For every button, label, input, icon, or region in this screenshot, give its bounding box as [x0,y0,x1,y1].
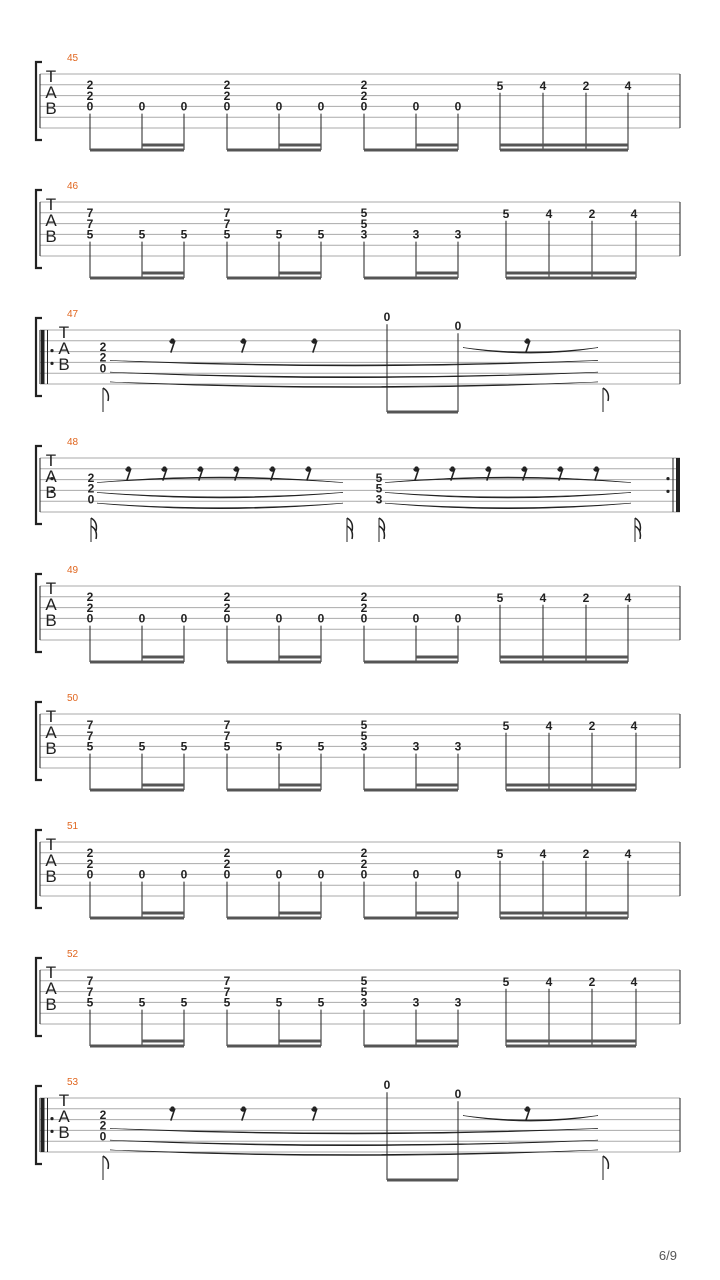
fret-number: 5 [86,739,94,754]
fret-number: 0 [383,1078,391,1093]
note-flag [379,526,384,539]
fret-number: 4 [630,718,638,733]
fret-number: 3 [454,227,462,242]
fret-number: 0 [275,99,283,114]
fret-number: 3 [360,995,368,1010]
fret-number: 2 [223,78,231,92]
fret-number: 5 [138,995,146,1010]
eighth-rest-dot [312,338,316,342]
fret-number: 4 [539,846,547,861]
fret-number: 7 [223,718,231,732]
tab-system [36,693,680,790]
eighth-rest-dot [312,1106,316,1110]
fret-number: 0 [86,611,94,626]
fret-number: 0 [383,310,391,325]
fret-number: 0 [180,867,188,882]
fret-number: 5 [375,481,383,496]
tab-clef-letter: T [58,323,70,342]
tab-clef-letter: T [45,835,57,854]
fret-number: 2 [86,600,94,615]
tie-arc [97,492,343,498]
fret-number: 5 [275,227,283,242]
fret-number: 0 [86,867,94,882]
fret-number: 2 [87,481,95,496]
eighth-rest-dot [170,1106,174,1110]
tab-clef-letter: B [45,483,57,502]
eighth-rest-dot [198,466,202,470]
fret-number: 2 [99,1118,107,1133]
fret-number: 5 [275,739,283,754]
fret-number: 2 [99,339,107,354]
tab-clef-letter: A [45,595,57,614]
fret-number: 5 [502,974,510,989]
fret-number: 0 [138,867,146,882]
fret-number: 4 [624,590,632,605]
fret-number: 5 [496,590,504,605]
fret-number: 0 [138,611,146,626]
fret-number: 2 [582,590,590,605]
eighth-rest-dot [234,466,238,470]
repeat-dot [666,490,669,493]
tie-arc [463,1116,598,1122]
fret-number: 5 [502,206,510,221]
fret-number: 5 [317,995,325,1010]
fret-number: 0 [454,611,462,626]
tab-system [36,565,680,662]
note-flag [103,388,108,401]
fret-number: 5 [138,739,146,754]
fret-number: 0 [317,611,325,626]
fret-number: 2 [360,88,368,103]
eighth-rest-dot [486,466,490,470]
fret-number: 5 [223,739,231,754]
eighth-rest-dot [241,338,245,342]
fret-number: 7 [223,216,231,231]
note-flag [603,1156,608,1169]
fret-number: 5 [360,206,368,220]
tie-arc [110,1150,598,1156]
tab-system [36,437,680,542]
fret-number: 3 [360,227,368,242]
fret-number: 2 [223,600,231,615]
fret-number: 2 [86,856,94,871]
eighth-rest-dot [162,466,166,470]
eighth-rest-dot [270,466,274,470]
eighth-rest-dot [241,1106,245,1110]
eighth-rest-dot [170,338,174,342]
repeat-dot [666,477,669,480]
tab-clef-letter: A [45,723,57,742]
fret-number: 0 [360,867,368,882]
fret-number: 2 [588,718,596,733]
fret-number: 5 [86,995,94,1010]
fret-number: 3 [412,739,420,754]
fret-number: 7 [86,974,94,988]
fret-number: 4 [630,206,638,221]
repeat-thick-bar [41,330,45,384]
fret-number: 2 [582,78,590,93]
fret-number: 2 [86,88,94,103]
measure-number: 52 [67,949,79,960]
fret-number: 4 [539,590,547,605]
measure-number: 53 [67,1077,79,1088]
measure-number: 48 [67,437,79,448]
fret-number: 0 [360,99,368,114]
repeat-dot [50,1117,53,1120]
repeat-thick-bar [676,458,680,512]
fret-number: 5 [223,227,231,242]
tab-clef-letter: T [45,451,57,470]
tab-clef-letter: B [45,995,57,1014]
tab-clef-letter: B [45,611,57,630]
measure-number: 46 [67,181,79,192]
fret-number: 4 [545,974,553,989]
eighth-rest-dot [306,466,310,470]
fret-number: 0 [180,611,188,626]
tab-clef-letter: B [45,739,57,758]
eighth-rest-dot [525,1106,529,1110]
fret-number: 7 [223,206,231,220]
tie-arc [110,360,598,366]
fret-number: 7 [86,206,94,220]
tie-arc [463,348,598,354]
fret-number: 5 [360,718,368,732]
fret-number: 0 [223,99,231,114]
repeat-thick-bar [41,1098,45,1152]
tab-clef-letter: T [45,963,57,982]
fret-number: 0 [454,319,462,334]
eighth-rest-dot [450,466,454,470]
fret-number: 7 [86,728,94,743]
repeat-dot [50,362,53,365]
tie-arc [110,1128,598,1134]
fret-number: 4 [539,78,547,93]
fret-number: 3 [412,995,420,1010]
fret-number: 2 [223,88,231,103]
fret-number: 2 [582,846,590,861]
eighth-rest-dot [414,466,418,470]
tab-clef-letter: A [45,851,57,870]
tab-clef-letter: B [45,867,57,886]
fret-number: 4 [624,846,632,861]
tab-system [36,1077,680,1180]
tab-clef-letter: A [45,467,57,486]
fret-number: 3 [375,492,383,507]
note-flag [91,526,96,539]
fret-number: 5 [502,718,510,733]
tab-clef-letter: A [45,979,57,998]
eighth-rest-dot [522,466,526,470]
fret-number: 0 [223,867,231,882]
fret-number: 2 [86,590,94,604]
fret-number: 4 [630,974,638,989]
fret-number: 0 [99,1129,107,1144]
fret-number: 0 [360,611,368,626]
eighth-rest-dot [594,466,598,470]
fret-number: 5 [375,470,383,485]
repeat-dot [50,1130,53,1133]
fret-number: 0 [412,611,420,626]
fret-number: 3 [454,739,462,754]
fret-number: 5 [180,995,188,1010]
fret-number: 4 [545,718,553,733]
tab-clef-letter: B [45,99,57,118]
fret-number: 3 [412,227,420,242]
fret-number: 2 [87,470,95,485]
tab-clef-letter: T [58,1091,70,1110]
note-flag [603,388,608,401]
fret-number: 5 [138,227,146,242]
tie-arc [385,503,631,509]
note-flag [635,526,640,539]
tab-clef-letter: B [45,227,57,246]
fret-number: 0 [454,1087,462,1102]
fret-number: 2 [99,1107,107,1122]
tab-system [36,821,680,918]
fret-number: 0 [86,99,94,114]
measure-number: 50 [67,693,79,704]
fret-number: 7 [223,984,231,999]
fret-number: 7 [86,984,94,999]
measure-number: 49 [67,565,79,576]
tab-clef-letter: T [45,67,57,86]
fret-number: 5 [496,846,504,861]
tab-clef-letter: B [58,355,70,374]
fret-number: 0 [317,99,325,114]
fret-number: 5 [360,984,368,999]
tab-clef-letter: A [45,83,57,102]
fret-number: 0 [454,867,462,882]
fret-number: 5 [496,78,504,93]
fret-number: 0 [275,611,283,626]
fret-number: 7 [223,728,231,743]
fret-number: 2 [360,78,368,92]
tie-arc [385,492,631,498]
note-flag [347,526,352,539]
fret-number: 2 [223,856,231,871]
tab-system [36,309,680,412]
fret-number: 0 [412,99,420,114]
tie-arc [97,503,343,509]
tab-clef-letter: T [45,579,57,598]
fret-number: 2 [223,590,231,604]
fret-number: 3 [360,739,368,754]
fret-number: 5 [360,728,368,743]
fret-number: 2 [223,846,231,860]
fret-number: 2 [99,350,107,365]
eighth-rest-dot [558,466,562,470]
fret-number: 0 [138,99,146,114]
tab-clef-letter: A [45,211,57,230]
measure-number: 47 [67,309,79,320]
tab-system [36,53,680,150]
fret-number: 2 [360,856,368,871]
tab-clef-letter: T [45,707,57,726]
fret-number: 0 [317,867,325,882]
fret-number: 0 [275,867,283,882]
repeat-dot [50,349,53,352]
fret-number: 2 [86,78,94,92]
tab-clef-letter: A [58,1107,70,1126]
eighth-rest-dot [525,338,529,342]
fret-number: 5 [180,739,188,754]
fret-number: 5 [275,995,283,1010]
eighth-rest-dot [126,466,130,470]
fret-number: 0 [99,361,107,376]
fret-number: 3 [454,995,462,1010]
fret-number: 2 [588,974,596,989]
fret-number: 2 [360,600,368,615]
measure-number: 45 [67,53,79,64]
tab-system [36,949,680,1046]
fret-number: 5 [86,227,94,242]
fret-number: 7 [223,974,231,988]
fret-number: 5 [317,739,325,754]
fret-number: 0 [180,99,188,114]
fret-number: 5 [317,227,325,242]
fret-number: 2 [588,206,596,221]
fret-number: 0 [412,867,420,882]
fret-number: 4 [545,206,553,221]
fret-number: 5 [223,995,231,1010]
fret-number: 2 [360,590,368,604]
note-flag [103,1156,108,1169]
tab-clef-letter: T [45,195,57,214]
tab-system [36,181,680,278]
fret-number: 4 [624,78,632,93]
tie-arc [110,382,598,388]
fret-number: 0 [223,611,231,626]
fret-number: 5 [360,216,368,231]
page-number: 6/9 [658,1248,677,1263]
fret-number: 7 [86,216,94,231]
fret-number: 2 [360,846,368,860]
tab-clef-letter: B [58,1123,70,1142]
fret-number: 5 [180,227,188,242]
fret-number: 0 [454,99,462,114]
fret-number: 5 [360,974,368,988]
tab-clef-letter: A [58,339,70,358]
fret-number: 7 [86,718,94,732]
measure-number: 51 [67,821,79,832]
fret-number: 2 [86,846,94,860]
fret-number: 0 [87,492,95,507]
